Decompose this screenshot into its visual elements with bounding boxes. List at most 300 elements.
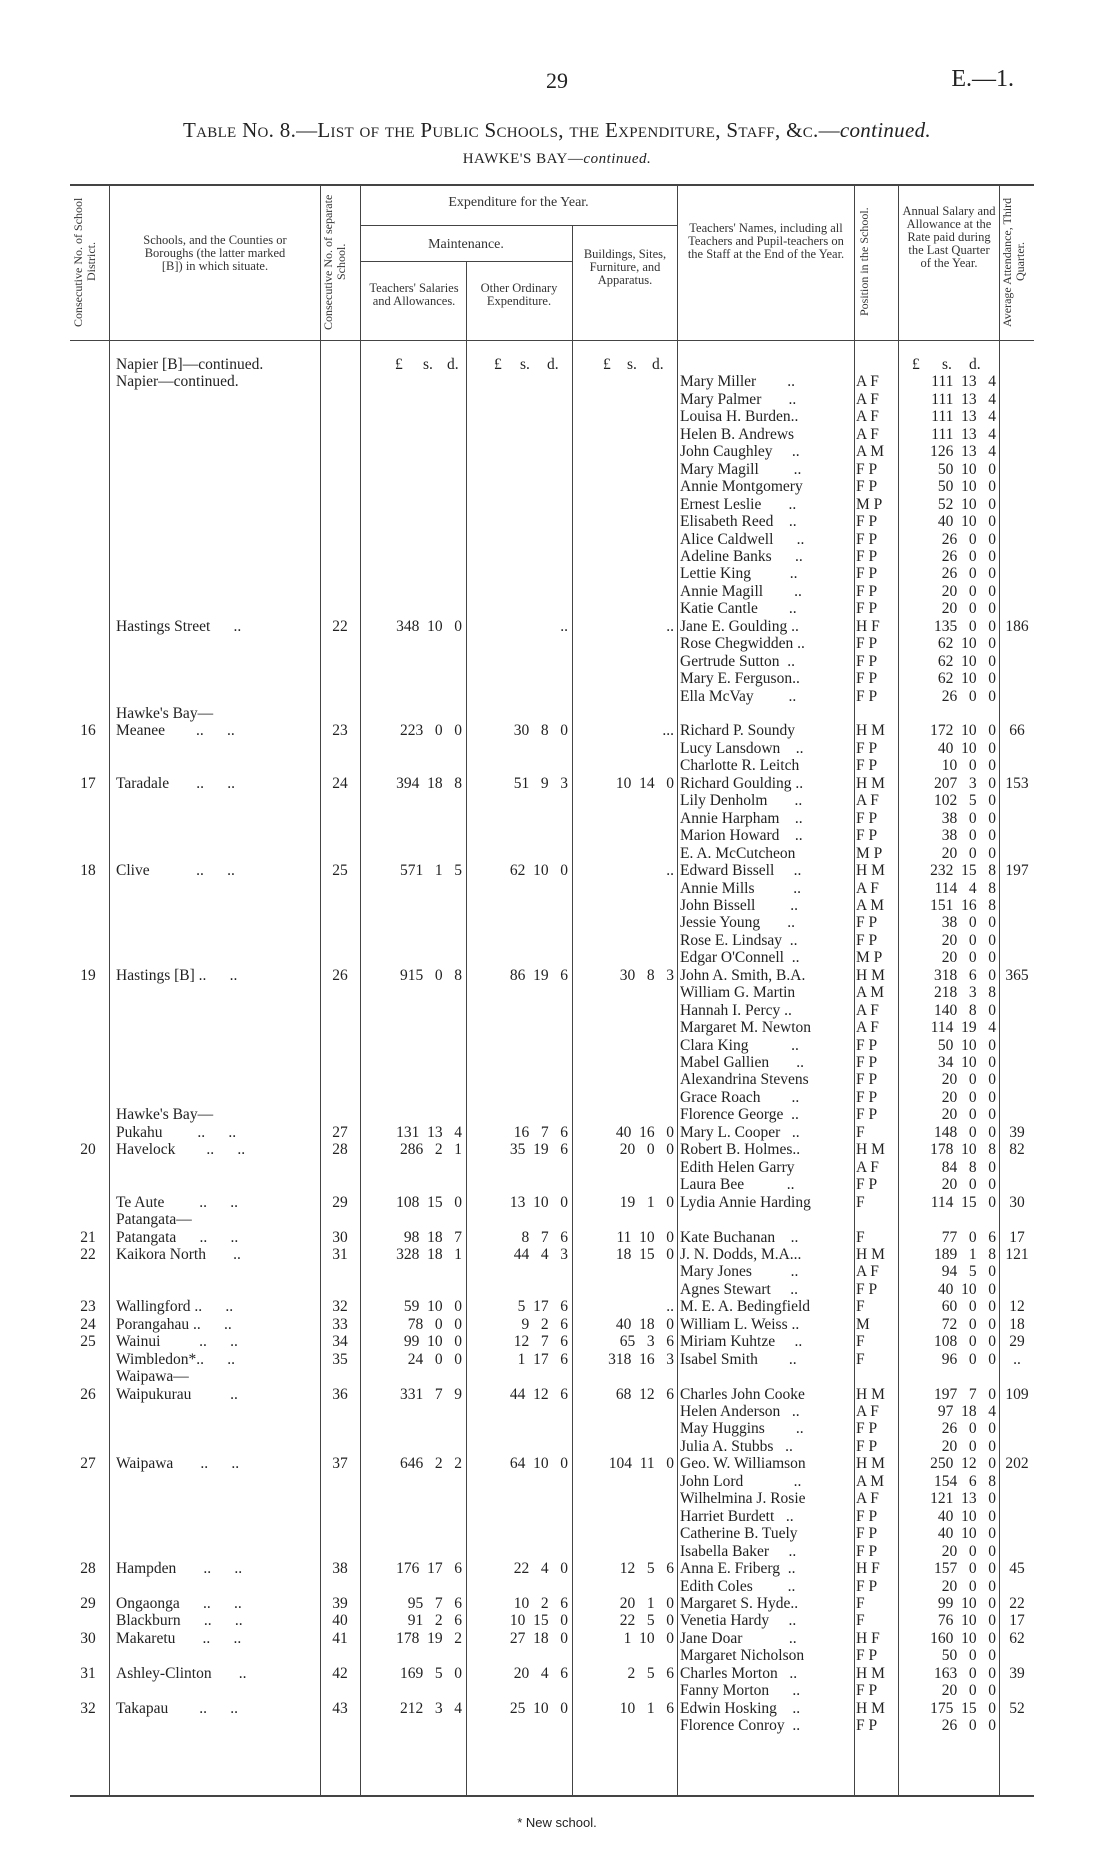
- cell-oth: 1 17 6: [517, 1350, 568, 1368]
- cell-pos: A F: [856, 1158, 879, 1176]
- cell-school: Hawke's Bay—: [116, 705, 214, 722]
- cell-teacher: Mary Palmer ..: [680, 390, 797, 408]
- cell-sep: 35: [332, 1350, 348, 1368]
- cell-oth: 10 15 0: [509, 1612, 568, 1630]
- cell-annual: 111 13 4: [931, 390, 996, 408]
- cell-teacher: Kate Buchanan ..: [680, 1228, 799, 1246]
- table-row: [0, 1438, 1114, 1455]
- cell-oth: 25 10 0: [509, 1699, 568, 1717]
- table-row: [0, 984, 1114, 1001]
- table-row: [0, 1141, 1114, 1158]
- cell-oth: 9 2 6: [521, 1315, 568, 1333]
- cell-oth: 86 19 6: [509, 966, 568, 984]
- cell-school: Ongaonga .. ..: [116, 1594, 242, 1612]
- table-row: [0, 356, 1114, 373]
- cell-dist: 32: [80, 1699, 96, 1717]
- cell-pos: A F: [856, 390, 879, 408]
- cell-annual: 40 10 0: [937, 739, 996, 757]
- table-row: [0, 705, 1114, 722]
- cell-pos: F P: [856, 739, 878, 757]
- cell-sep: 29: [332, 1193, 348, 1211]
- cell-sep: 33: [332, 1315, 348, 1333]
- cell-pos: M P: [856, 949, 883, 967]
- cell-sal: 915 0 8: [400, 966, 462, 984]
- cell-pos: F P: [856, 757, 878, 775]
- cell-oth: 30 8 0: [513, 722, 568, 740]
- cell-att: 18: [1009, 1315, 1025, 1333]
- table-row: [0, 1054, 1114, 1071]
- cell-school: Napier [B]—continued.: [116, 356, 264, 373]
- cell-att: 197: [1005, 862, 1029, 880]
- cell-att: 17: [1009, 1228, 1025, 1246]
- cell-annual: 126 13 4: [930, 443, 996, 461]
- cell-oth: 8 7 6: [521, 1228, 568, 1246]
- table-row: [0, 1508, 1114, 1525]
- cell-annual: 197 7 0: [934, 1385, 996, 1403]
- cell-att: 109: [1005, 1385, 1029, 1403]
- cell-pos: H M: [856, 1664, 885, 1682]
- cell-bld: 20 1 0: [619, 1594, 674, 1612]
- table-row: [0, 967, 1114, 984]
- table-row: [0, 373, 1114, 390]
- cell-teacher: Robert B. Holmes..: [680, 1141, 801, 1159]
- cell-annual: 40 10 0: [937, 1525, 996, 1543]
- cell-school: Makaretu .. ..: [116, 1629, 242, 1647]
- table-row: [0, 722, 1114, 739]
- cell-dist: 30: [80, 1629, 96, 1647]
- cell-teacher: Florence George ..: [680, 1106, 799, 1124]
- cell-teacher: Annie Mills ..: [680, 879, 801, 897]
- cell-pos: H M: [856, 1245, 885, 1263]
- cell-annual: 50 0 0: [941, 1647, 996, 1665]
- cell-dist: 16: [80, 722, 96, 740]
- unit-pound: £: [603, 356, 611, 373]
- cell-pos: A M: [856, 1472, 884, 1490]
- cell-annual: 50 10 0: [937, 478, 996, 496]
- cell-annual: 218 3 8: [934, 984, 996, 1002]
- cell-pos: F: [856, 1298, 865, 1316]
- cell-sal: 59 10 0: [403, 1298, 462, 1316]
- cell-pos: H M: [856, 722, 885, 740]
- cell-school: Pukahu .. ..: [116, 1123, 237, 1141]
- cell-pos: F P: [856, 1420, 878, 1438]
- cell-school: Wimbledon*.. ..: [116, 1350, 236, 1368]
- cell-school: Waipawa—: [116, 1368, 189, 1386]
- cell-teacher: Lily Denholm ..: [680, 792, 803, 810]
- table-row: [0, 1420, 1114, 1437]
- cell-dist: 28: [80, 1560, 96, 1578]
- cell-oth: 44 4 3: [513, 1245, 568, 1263]
- cell-annual: 20 0 0: [941, 582, 996, 600]
- cell-teacher: May Huggins ..: [680, 1420, 804, 1438]
- cell-teacher: Julia A. Stubbs ..: [680, 1437, 793, 1455]
- cell-school: Hastings Street ..: [116, 617, 242, 635]
- cell-sal: 169 5 0: [400, 1664, 462, 1682]
- cell-teacher: Rose E. Lindsay ..: [680, 931, 798, 949]
- cell-pos: A M: [856, 984, 884, 1002]
- cell-oth: ..: [560, 617, 568, 635]
- cell-sal: 108 15 0: [396, 1193, 462, 1211]
- header-salaries: Teachers' Salaries and Allowances.: [369, 281, 459, 308]
- cell-bld: 10 1 6: [619, 1699, 674, 1717]
- table-row: [0, 513, 1114, 530]
- table-row: [0, 600, 1114, 617]
- table-row: [0, 670, 1114, 687]
- cell-pos: F P: [856, 670, 878, 688]
- cell-pos: A M: [856, 443, 884, 461]
- cell-sal: 95 7 6: [407, 1594, 462, 1612]
- table-row: [0, 810, 1114, 827]
- table-row: [0, 1595, 1114, 1612]
- header-expenditure: Expenditure for the Year.: [448, 195, 589, 210]
- cell-oth: 27 18 0: [509, 1629, 568, 1647]
- table-row: [0, 880, 1114, 897]
- cell-sep: 40: [332, 1612, 348, 1630]
- table-row: [0, 1612, 1114, 1629]
- cell-annual: 175 15 0: [930, 1699, 996, 1717]
- table-row: [0, 443, 1114, 460]
- table-row: [0, 1700, 1114, 1717]
- cell-att: 39: [1009, 1664, 1025, 1682]
- cell-sal: 131 13 4: [396, 1123, 462, 1141]
- cell-teacher: Wilhelmina J. Rosie: [680, 1490, 806, 1508]
- cell-att: 30: [1009, 1193, 1025, 1211]
- cell-att: 52: [1009, 1699, 1025, 1717]
- cell-bld: ..: [666, 617, 674, 635]
- cell-teacher: John Lord ..: [680, 1472, 802, 1490]
- table-row: [0, 391, 1114, 408]
- cell-pos: M P: [856, 844, 883, 862]
- cell-annual: 20 0 0: [941, 1437, 996, 1455]
- cell-annual: 40 10 0: [937, 1507, 996, 1525]
- table-subtitle: [0, 151, 1114, 168]
- cell-pos: H M: [856, 1699, 885, 1717]
- cell-teacher: Katie Cantle ..: [680, 600, 797, 618]
- cell-pos: A F: [856, 408, 879, 426]
- cell-bld: 65 3 6: [619, 1333, 674, 1351]
- cell-teacher: Fanny Morton ..: [680, 1682, 801, 1700]
- table-row: [0, 1071, 1114, 1088]
- cell-pos: F P: [856, 600, 878, 618]
- cell-school: Porangahau .. ..: [116, 1315, 232, 1333]
- table-row: [0, 1333, 1114, 1350]
- cell-pos: F P: [856, 513, 878, 531]
- cell-att: 12: [1009, 1298, 1025, 1316]
- cell-teacher: Hannah I. Percy ..: [680, 1001, 792, 1019]
- cell-pos: F P: [856, 1542, 878, 1560]
- table-row: [0, 548, 1114, 565]
- cell-sal: 24 0 0: [407, 1350, 462, 1368]
- cell-pos: A F: [856, 879, 879, 897]
- cell-sep: 25: [332, 862, 348, 880]
- cell-sal: 178 19 2: [396, 1629, 462, 1647]
- table-title: [0, 118, 1114, 143]
- table-row: [0, 914, 1114, 931]
- cell-teacher: Adeline Banks ..: [680, 547, 803, 565]
- cell-bld: 12 5 6: [619, 1560, 674, 1578]
- table-row: [0, 1089, 1114, 1106]
- cell-teacher: Grace Roach ..: [680, 1088, 800, 1106]
- cell-bld: 68 12 6: [615, 1385, 674, 1403]
- cell-teacher: Isabel Smith ..: [680, 1350, 797, 1368]
- cell-teacher: Laura Bee ..: [680, 1176, 795, 1194]
- table-row: [0, 1490, 1114, 1507]
- cell-teacher: John Bissell ..: [680, 896, 798, 914]
- cell-sal: 328 18 1: [396, 1245, 462, 1263]
- cell-sep: 26: [332, 966, 348, 984]
- cell-annual: 94 5 0: [941, 1263, 996, 1281]
- cell-sep: 37: [332, 1455, 348, 1473]
- cell-annual: 20 0 0: [941, 1176, 996, 1194]
- cell-bld: 104 11 0: [608, 1455, 674, 1473]
- cell-school: Patangata—: [116, 1211, 192, 1229]
- cell-teacher: William L. Weiss ..: [680, 1315, 800, 1333]
- unit-pound: £: [494, 356, 502, 373]
- cell-pos: F P: [856, 652, 878, 670]
- cell-teacher: Clara King ..: [680, 1036, 799, 1054]
- cell-pos: F P: [856, 530, 878, 548]
- cell-teacher: Annie Magill ..: [680, 582, 802, 600]
- table-top-rule: [70, 184, 1034, 186]
- cell-annual: 108 0 0: [934, 1333, 996, 1351]
- table-row: [0, 408, 1114, 425]
- cell-pos: F P: [856, 1106, 878, 1124]
- cell-sep: 31: [332, 1245, 348, 1263]
- cell-dist: 24: [80, 1315, 96, 1333]
- cell-annual: 38 0 0: [941, 809, 996, 827]
- cell-pos: H M: [856, 1385, 885, 1403]
- cell-pos: F P: [856, 1054, 878, 1071]
- cell-school: Napier—continued.: [116, 373, 239, 391]
- cell-pos: H M: [856, 1141, 885, 1159]
- table-row: [0, 1525, 1114, 1542]
- cell-annual: 26 0 0: [941, 1717, 996, 1735]
- cell-teacher: Mary E. Ferguson..: [680, 670, 800, 688]
- cell-oth: 35 19 6: [509, 1141, 568, 1159]
- cell-pos: F P: [856, 547, 878, 565]
- cell-sal: 286 2 1: [400, 1141, 462, 1159]
- cell-pos: F P: [856, 1437, 878, 1455]
- cell-pos: H M: [856, 774, 885, 792]
- cell-pos: F P: [856, 809, 878, 827]
- unit-pound: £: [912, 356, 920, 373]
- cell-annual: 148 0 0: [934, 1123, 996, 1141]
- cell-annual: 20 0 0: [941, 931, 996, 949]
- cell-annual: 154 6 8: [934, 1472, 996, 1490]
- header-annual: Annual Salary and Allowance at the Rate paid during the Last Quarter of the Year.: [902, 204, 996, 270]
- cell-annual: 111 13 4: [931, 425, 996, 443]
- cell-teacher: Alexandrina Stevens: [680, 1071, 809, 1089]
- cell-annual: 172 10 0: [930, 722, 996, 740]
- cell-pos: F P: [856, 1577, 878, 1595]
- table-row: [0, 1002, 1114, 1019]
- cell-bld: ...: [662, 722, 674, 740]
- table-row: [0, 531, 1114, 548]
- cell-sep: 32: [332, 1298, 348, 1316]
- cell-sal: 348 10 0: [396, 617, 462, 635]
- unit-pence: d.: [652, 356, 664, 373]
- cell-bld: 10 14 0: [615, 774, 674, 792]
- cell-annual: 72 0 0: [941, 1315, 996, 1333]
- cell-att: 22: [1009, 1594, 1025, 1612]
- cell-pos: F P: [856, 914, 878, 932]
- cell-annual: 114 15 0: [930, 1193, 996, 1211]
- cell-school: Blackburn .. ..: [116, 1612, 243, 1630]
- cell-annual: 114 19 4: [930, 1019, 996, 1037]
- cell-annual: 99 10 0: [937, 1594, 996, 1612]
- cell-annual: 178 10 8: [930, 1141, 996, 1159]
- cell-dist: 21: [80, 1228, 96, 1246]
- cell-teacher: Rose Chegwidden ..: [680, 635, 805, 653]
- cell-sep: 43: [332, 1699, 348, 1717]
- unit-pence: d.: [547, 356, 559, 373]
- cell-teacher: Elisabeth Reed ..: [680, 513, 797, 531]
- cell-pos: F P: [856, 1717, 878, 1735]
- cell-pos: H F: [856, 1560, 880, 1578]
- table-row: [0, 949, 1114, 966]
- cell-pos: H M: [856, 966, 885, 984]
- cell-teacher: Charles John Cooke: [680, 1385, 805, 1403]
- cell-teacher: Catherine B. Tuely: [680, 1525, 798, 1543]
- table-row: [0, 1386, 1114, 1403]
- cell-sep: 39: [332, 1594, 348, 1612]
- cell-bld: ..: [666, 1298, 674, 1316]
- cell-teacher: Edith Helen Garry: [680, 1158, 795, 1176]
- cell-school: Hampden .. ..: [116, 1560, 243, 1578]
- cell-annual: 38 0 0: [941, 914, 996, 932]
- unit-pound: £: [395, 356, 403, 373]
- cell-sal: 394 18 8: [396, 774, 462, 792]
- cell-annual: 151 16 8: [930, 896, 996, 914]
- cell-annual: 20 0 0: [941, 844, 996, 862]
- cell-teacher: Miriam Kuhtze ..: [680, 1333, 803, 1351]
- cell-sal: 99 10 0: [403, 1333, 462, 1351]
- cell-teacher: Edward Bissell ..: [680, 862, 802, 880]
- cell-att: 202: [1005, 1455, 1029, 1473]
- cell-oth: 12 7 6: [513, 1333, 568, 1351]
- cell-sep: 38: [332, 1560, 348, 1578]
- cell-annual: 157 0 0: [934, 1560, 996, 1578]
- cell-dist: 23: [80, 1298, 96, 1316]
- cell-dist: 22: [80, 1245, 96, 1263]
- cell-pos: F P: [856, 1176, 878, 1194]
- cell-pos: F P: [856, 687, 878, 705]
- cell-teacher: Annie Harpham ..: [680, 809, 803, 827]
- cell-dist: 26: [80, 1385, 96, 1403]
- table-row: [0, 1351, 1114, 1368]
- cell-teacher: Harriet Burdett ..: [680, 1507, 794, 1525]
- cell-att: 62: [1009, 1629, 1025, 1647]
- cell-annual: 10 0 0: [941, 757, 996, 775]
- cell-teacher: Isabella Baker ..: [680, 1542, 797, 1560]
- cell-annual: 60 0 0: [941, 1298, 996, 1316]
- cell-teacher: Mary L. Cooper ..: [680, 1123, 800, 1141]
- cell-sal: 571 1 5: [400, 862, 462, 880]
- cell-annual: 26 0 0: [941, 547, 996, 565]
- cell-bld: ..: [666, 862, 674, 880]
- header-attendance: Average Attendance, Third Quarter.: [1000, 197, 1027, 327]
- cell-teacher: Anna E. Friberg ..: [680, 1560, 796, 1578]
- cell-pos: F P: [856, 931, 878, 949]
- cell-teacher: Mabel Gallien ..: [680, 1054, 804, 1071]
- table-row: [0, 688, 1114, 705]
- table-row: [0, 565, 1114, 582]
- header-other: Other Ordinary Expenditure.: [480, 281, 558, 308]
- cell-sal: 176 17 6: [396, 1560, 462, 1578]
- cell-teacher: Lettie King ..: [680, 565, 798, 583]
- cell-bld: 18 15 0: [615, 1245, 674, 1263]
- table-row: [0, 827, 1114, 844]
- cell-oth: 10 2 6: [513, 1594, 568, 1612]
- cell-pos: F P: [856, 1682, 878, 1700]
- cell-teacher: Richard Goulding ..: [680, 774, 804, 792]
- table-row: [0, 1665, 1114, 1682]
- cell-pos: A F: [856, 373, 879, 391]
- cell-pos: F P: [856, 460, 878, 478]
- cell-att: 121: [1005, 1245, 1029, 1263]
- table-row: [0, 1403, 1114, 1420]
- cell-teacher: Margaret S. Hyde..: [680, 1594, 799, 1612]
- table-row: [0, 1298, 1114, 1315]
- cell-annual: 52 10 0: [937, 495, 996, 513]
- cell-teacher: J. N. Dodds, M.A...: [680, 1245, 802, 1263]
- cell-pos: A F: [856, 425, 879, 443]
- cell-annual: 40 10 0: [937, 1280, 996, 1298]
- cell-bld: 1 10 0: [623, 1629, 674, 1647]
- cell-annual: 20 0 0: [941, 1106, 996, 1124]
- table-row: [0, 618, 1114, 635]
- cell-pos: F P: [856, 1525, 878, 1543]
- cell-annual: 62 10 0: [937, 635, 996, 653]
- cell-school: Havelock .. ..: [116, 1141, 246, 1159]
- cell-pos: M P: [856, 495, 883, 513]
- cell-dist: 18: [80, 862, 96, 880]
- cell-school: Taradale .. ..: [116, 774, 235, 792]
- cell-annual: 76 10 0: [937, 1612, 996, 1630]
- table-row: [0, 932, 1114, 949]
- cell-school: Clive .. ..: [116, 862, 235, 880]
- cell-annual: 20 0 0: [941, 1682, 996, 1700]
- cell-teacher: Margaret M. Newton: [680, 1019, 812, 1037]
- cell-annual: 135 0 0: [934, 617, 996, 635]
- cell-sep: 30: [332, 1228, 348, 1246]
- table-row: [0, 1578, 1114, 1595]
- footnote: * New school.: [517, 1815, 597, 1830]
- unit-shilling: s.: [942, 356, 952, 373]
- cell-pos: F P: [856, 582, 878, 600]
- cell-pos: F P: [856, 1088, 878, 1106]
- cell-teacher: Edith Coles ..: [680, 1577, 796, 1595]
- cell-teacher: Jane Doar ..: [680, 1629, 797, 1647]
- cell-teacher: Louisa H. Burden..: [680, 408, 799, 426]
- cell-teacher: Marion Howard ..: [680, 827, 803, 845]
- unit-shilling: s.: [423, 356, 433, 373]
- header-teachers: Teachers' Names, including all Teachers and Pupil-teachers on the Staff at the End of the Year.: [687, 221, 845, 261]
- cell-sep: 42: [332, 1664, 348, 1682]
- table-row: [0, 1368, 1114, 1385]
- cell-sep: 28: [332, 1141, 348, 1159]
- cell-teacher: Geo. W. Williamson: [680, 1455, 806, 1473]
- cell-teacher: E. A. McCutcheon: [680, 844, 796, 862]
- cell-oth: 64 10 0: [509, 1455, 568, 1473]
- cell-pos: F P: [856, 565, 878, 583]
- cell-teacher: Helen B. Andrews: [680, 425, 795, 443]
- cell-pos: F P: [856, 478, 878, 496]
- cell-sep: 27: [332, 1123, 348, 1141]
- cell-pos: A F: [856, 1001, 879, 1019]
- table-row: [0, 1246, 1114, 1263]
- cell-pos: F: [856, 1333, 865, 1351]
